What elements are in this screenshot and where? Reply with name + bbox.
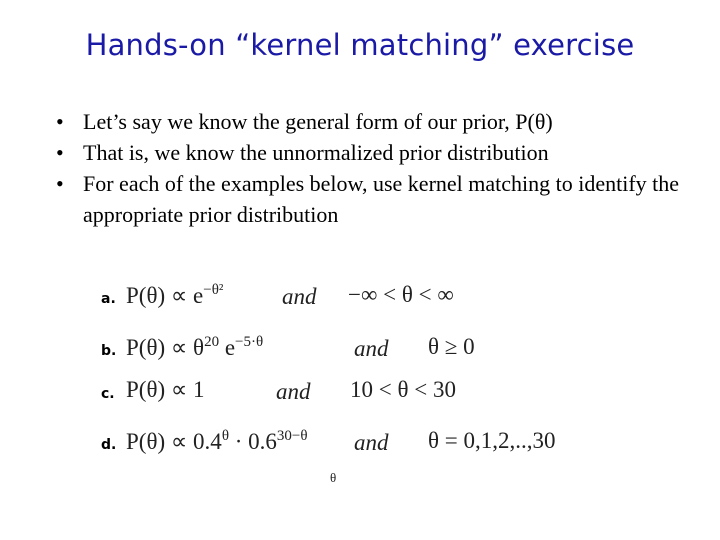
prior-expression bbox=[126, 282, 223, 309]
example-d bbox=[0, 424, 720, 464]
expression-exponent: −5·θ bbox=[235, 334, 264, 350]
example-label: d. bbox=[101, 437, 117, 453]
bullet-item bbox=[56, 106, 696, 137]
expression-base: P(θ) ∝ 0.4 bbox=[126, 429, 222, 454]
prior-expression: P(θ) ∝ 1 bbox=[126, 377, 205, 402]
expression-middle: e bbox=[219, 335, 236, 360]
bullet-item bbox=[56, 168, 696, 230]
bullet-dot: • bbox=[56, 171, 64, 196]
bullet-dot: • bbox=[56, 109, 64, 134]
bullet-text: That is, we know the unnormalized prior distribution bbox=[83, 140, 549, 165]
support-condition: θ ≥ 0 bbox=[428, 334, 475, 359]
expression-exponent: −θ² bbox=[203, 282, 224, 298]
expression-base: P(θ) ∝ θ bbox=[126, 335, 205, 360]
expression-base: P(θ) ∝ e bbox=[126, 283, 204, 308]
bullet-text: For each of the examples below, use kernel matching to identify the appropriate prior distribution bbox=[83, 171, 680, 227]
connector-and: and bbox=[276, 379, 311, 404]
stray-theta-mark: θ bbox=[330, 470, 337, 485]
expression-exponent: 30−θ bbox=[276, 428, 308, 444]
prior-expression bbox=[126, 334, 263, 361]
bullet-dot: • bbox=[56, 140, 64, 165]
bullet-item bbox=[56, 137, 696, 168]
prior-expression bbox=[126, 428, 308, 455]
bullet-text: Let’s say we know the general form of our prior, P(θ) bbox=[83, 109, 553, 134]
example-a bbox=[0, 278, 720, 318]
expression-exponent: 20 bbox=[204, 334, 220, 350]
support-condition: θ = 0,1,2,..,30 bbox=[428, 428, 556, 453]
example-c bbox=[0, 373, 720, 413]
example-label: b. bbox=[101, 343, 117, 359]
connector-and: and bbox=[354, 430, 389, 455]
expression-exponent: θ bbox=[221, 428, 229, 444]
support-condition: −∞ < θ < ∞ bbox=[348, 282, 454, 307]
example-b bbox=[0, 330, 720, 370]
example-label: c. bbox=[101, 386, 115, 402]
slide-title: Hands-on “kernel matching” exercise bbox=[85, 28, 635, 62]
support-condition: 10 < θ < 30 bbox=[350, 377, 456, 402]
expression-middle: · 0.6 bbox=[229, 429, 277, 454]
example-label: a. bbox=[101, 291, 116, 307]
connector-and: and bbox=[282, 284, 317, 309]
bullet-list bbox=[56, 106, 696, 230]
connector-and: and bbox=[354, 336, 389, 361]
